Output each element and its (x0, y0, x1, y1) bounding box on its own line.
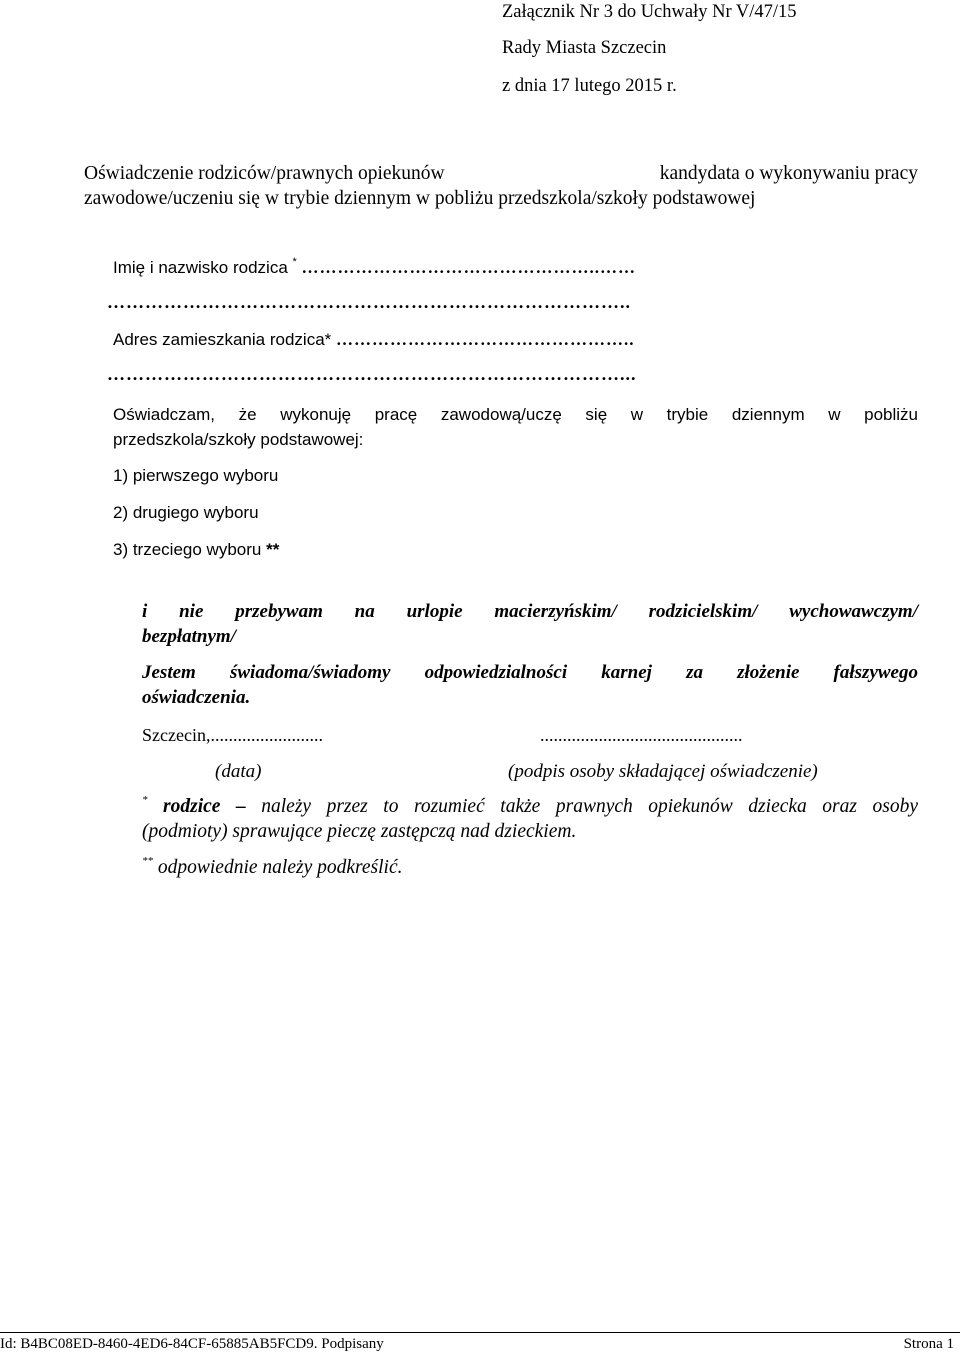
address-label: Adres zamieszkania rodzica* (113, 330, 332, 349)
footer-document-id: Id: B4BC08ED-8460-4ED6-84CF-65885AB5FCD9. Podpisany (0, 1336, 384, 1352)
note-parents-line1 (142, 796, 918, 818)
address-field[interactable] (113, 330, 635, 350)
liability-statement-line2: oświadczenia. (142, 687, 251, 708)
parent-name-label: Imię i nazwisko rodzica (113, 258, 288, 277)
parent-name-asterisk: * (292, 256, 297, 268)
choice-second: 2) drugiego wyboru (113, 503, 259, 522)
date-caption: (data) (215, 761, 262, 782)
footer-page-number: Strona 1 (903, 1336, 954, 1352)
note-parents-text: należy przez to rozumieć także prawnych opiekunów dziecka oraz osoby (261, 796, 919, 817)
choice-third-mark: ** (266, 540, 280, 559)
choice-third (113, 540, 279, 560)
header-council: Rady Miasta Szczecin (502, 38, 667, 58)
document-title-line2: zawodowe/uczeniu się w trybie dziennym w pobliżu przedszkola/szkoły podstawowej (84, 188, 756, 209)
note-parents-mark: * (142, 794, 148, 806)
parent-name-field[interactable] (113, 258, 636, 278)
address-dots-continued[interactable]: ………………………………………………………………………... (107, 364, 637, 384)
note-underline-mark: ** (142, 855, 153, 867)
note-parents-dash: – (235, 796, 246, 817)
address-dots: ………………………………………….. (336, 330, 635, 349)
leave-statement-line1: i nie przebywam na urlopie macierzyńskim/ rodzicielskim/ wychowawczym/ (142, 601, 918, 622)
document-title-line1 (84, 163, 918, 185)
note-underline-text: odpowiednie należy podkreślić. (157, 857, 403, 878)
place-date-field[interactable]: Szczecin,......................... (142, 725, 323, 745)
note-parents-term: rodzice (163, 796, 221, 817)
note-parents-line2: (podmioty) sprawujące pieczę zastępczą nad dzieckiem. (142, 821, 577, 842)
parent-name-dots: …………………………………………..…… (301, 258, 637, 277)
parent-name-dots-continued[interactable]: ……………………………………………………………………….. (107, 292, 631, 312)
header-attachment-number: Załącznik Nr 3 do Uchwały Nr V/47/15 (502, 2, 797, 22)
leave-statement-line2: bezpłatnym/ (142, 626, 236, 647)
footer-rule (0, 1332, 960, 1333)
title-part-a: Oświadczenie rodziców/prawnych opiekunów (84, 163, 445, 184)
signature-caption: (podpis osoby składającej oświadczenie) (508, 761, 818, 782)
choice-third-label: 3) trzeciego wyboru (113, 540, 262, 559)
header-date: z dnia 17 lutego 2015 r. (502, 76, 677, 96)
title-part-b: kandydata o wykonywaniu pracy (659, 163, 918, 184)
signature-field[interactable]: ............................................. (540, 725, 743, 745)
declaration-line1: Oświadczam, że wykonuję pracę zawodową/uczę się w trybie dziennym w pobliżu (113, 405, 918, 424)
liability-statement-line1: Jestem świadoma/świadomy odpowiedzialności karnej za złożenie fałszywego (142, 662, 918, 683)
declaration-line2: przedszkola/szkoły podstawowej: (113, 430, 364, 449)
choice-first: 1) pierwszego wyboru (113, 466, 279, 485)
note-underline (142, 857, 402, 879)
